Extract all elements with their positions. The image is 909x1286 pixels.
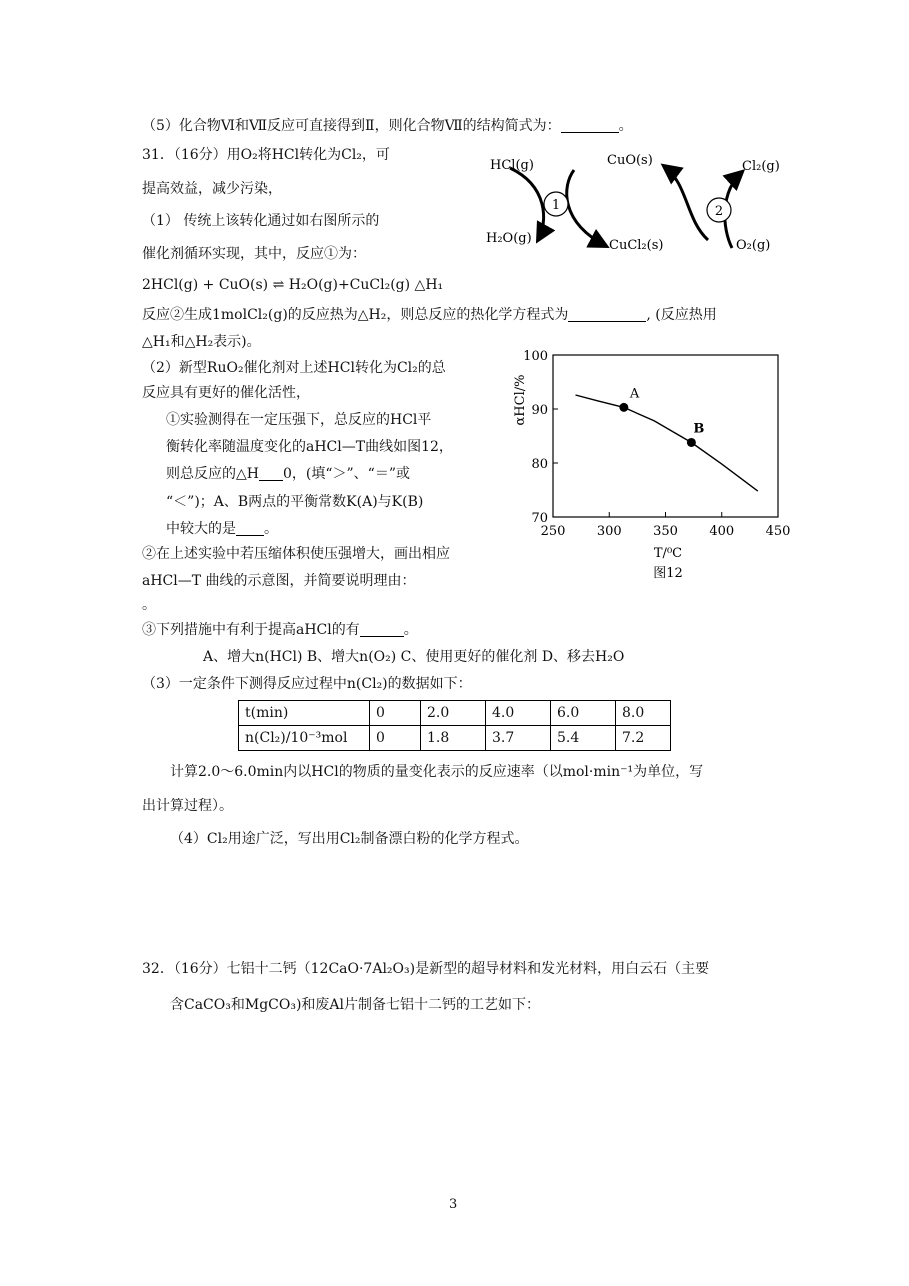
arrow-hcl-to-h2o	[510, 168, 544, 240]
table-cell: 7.2	[616, 726, 671, 751]
label-cuo: CuO(s)	[607, 153, 653, 168]
q31-p2-s2-line2: aHCl—T 曲线的示意图，并简要说明理由：	[142, 573, 416, 589]
table-cell: 1.8	[421, 726, 486, 751]
q31-p3-line3: 出计算过程）。	[142, 798, 233, 814]
catalyst-cycle-diagram	[470, 140, 800, 270]
q5-line: （5）化合物Ⅵ和Ⅶ反应可直接得到Ⅱ，则化合物Ⅶ的结构简式为： 。	[142, 118, 633, 134]
y-tick-label: 80	[531, 457, 548, 472]
point-b-label: B	[693, 421, 705, 437]
q31-p2-s2-line1: ②在上述实验中若压缩体积使压强增大，画出相应	[142, 546, 450, 562]
q31-p2-s3-line1: ③下列措施中有利于提高aHCl的有 。	[142, 622, 418, 638]
figure-12-chart	[500, 342, 810, 592]
q31-intro-line2: 提高效益，减少污染，	[142, 181, 282, 197]
table-cell: 0	[370, 701, 421, 726]
q31-p1-equation: 2HCl(g) + CuO(s) ⇌ H₂O(g)+CuCl₂(g) △H₁	[142, 277, 444, 293]
plot-frame	[553, 355, 778, 517]
table-cell: 4.0	[486, 701, 551, 726]
label-o2: O₂(g)	[736, 238, 771, 253]
q31-p1-line2: 催化剂循环实现，其中，反应①为：	[142, 246, 366, 262]
label-cucl2: CuCl₂(s)	[609, 238, 664, 253]
y-axis-label: αHCl/%	[513, 374, 528, 426]
table-cell: 5.4	[551, 726, 616, 751]
x-tick-label: 350	[653, 524, 678, 539]
table-cell: 0	[370, 726, 421, 751]
point-a-label: A	[629, 386, 640, 402]
q31-p4-line1: （4）Cl₂用途广泛，写出用Cl₂制备漂白粉的化学方程式。	[170, 831, 529, 847]
data-table	[238, 700, 671, 751]
q31-p2-s1-line5: 中较大的是 。	[166, 521, 278, 537]
label-hcl: HCl(g)	[490, 158, 534, 173]
table-cell: 2.0	[421, 701, 486, 726]
arrow-cucl2-to-cuo	[664, 166, 708, 240]
q31-p1-line3: 反应②生成1molCl₂(g)的反应热为△H₂，则总反应的热化学方程式为 , (反应热用	[142, 307, 717, 323]
table-row	[239, 701, 671, 726]
label-cl2: Cl₂(g)	[742, 159, 780, 174]
q31-p1-line4: △H₁和△H₂表示)。	[142, 334, 261, 350]
reaction-2-label: 2	[714, 204, 724, 219]
x-tick-label: 400	[709, 524, 735, 539]
page-number: 3	[449, 1197, 458, 1212]
figure-caption: 图12	[653, 566, 683, 581]
table-cell: t(min)	[239, 701, 370, 726]
q32-line2: 含CaCO₃和MgCO₃)和废Al片制备七铝十二钙的工艺如下：	[170, 997, 541, 1013]
q31-p2-s1-line1: ①实验测得在一定压强下，总反应的HCl平	[166, 412, 432, 428]
q31-p2-s3-options: A、增大n(HCl) B、增大n(O₂) C、使用更好的催化剂 D、移去H₂O	[203, 649, 625, 665]
q31-p2-s1-line4: “＜”)；A、B两点的平衡常数K(A)与K(B)	[166, 494, 424, 510]
table-cell: 6.0	[551, 701, 616, 726]
x-tick-label: 450	[765, 524, 791, 539]
x-axis-label: T/⁰C	[653, 546, 683, 561]
q31-p2-line1: （2）新型RuO₂催化剂对上述HCl转化为Cl₂的总	[142, 360, 446, 376]
y-tick-label: 100	[523, 349, 548, 364]
x-tick-label: 300	[596, 524, 622, 539]
answer-blank	[236, 521, 264, 536]
q31-p2-s2-line3: 。	[142, 597, 156, 613]
q32-line1: 32．（16分）七铝十二钙（12CaO·7Al₂O₃)是新型的超导材料和发光材料，用白云石（主要	[142, 961, 710, 977]
point-a	[619, 403, 628, 412]
q31-p2-line2: 反应具有更好的催化活性，	[142, 385, 310, 401]
answer-blank	[561, 118, 619, 133]
q31-p2-s1-line3: 则总反应的△H 0，(填“＞”、“＝”或	[166, 466, 410, 482]
answer-blank	[360, 622, 404, 637]
q31-p2-s1-line2: 衡转化率随温度变化的aHCl—T曲线如图12，	[166, 439, 453, 455]
y-tick-label: 70	[531, 511, 548, 526]
answer-blank	[259, 466, 283, 481]
curve-series	[576, 395, 758, 491]
table-cell: 8.0	[616, 701, 671, 726]
point-b	[687, 438, 696, 447]
table-cell: 3.7	[486, 726, 551, 751]
answer-blank	[568, 307, 646, 322]
q31-p1-line1: （1） 传统上该转化通过如右图所示的	[142, 213, 380, 229]
label-h2o: H₂O(g)	[486, 231, 532, 246]
q31-p3-line1: （3）一定条件下测得反应过程中n(Cl₂)的数据如下：	[142, 676, 472, 692]
q31-p3-line2: 计算2.0～6.0min内以HCl的物质的量变化表示的反应速率（以mol·min⁻¹为单位，写	[170, 764, 704, 780]
x-tick-label: 250	[540, 524, 566, 539]
y-tick-label: 90	[531, 403, 548, 418]
q31-intro-line1: 31．（16分）用O₂将HCl转化为Cl₂，可	[142, 147, 390, 163]
arrow-cuo-to-cucl2	[567, 170, 606, 246]
table-row	[239, 726, 671, 751]
reaction-1-label: 1	[551, 198, 561, 213]
table-cell: n(Cl₂)/10⁻³mol	[239, 726, 370, 751]
